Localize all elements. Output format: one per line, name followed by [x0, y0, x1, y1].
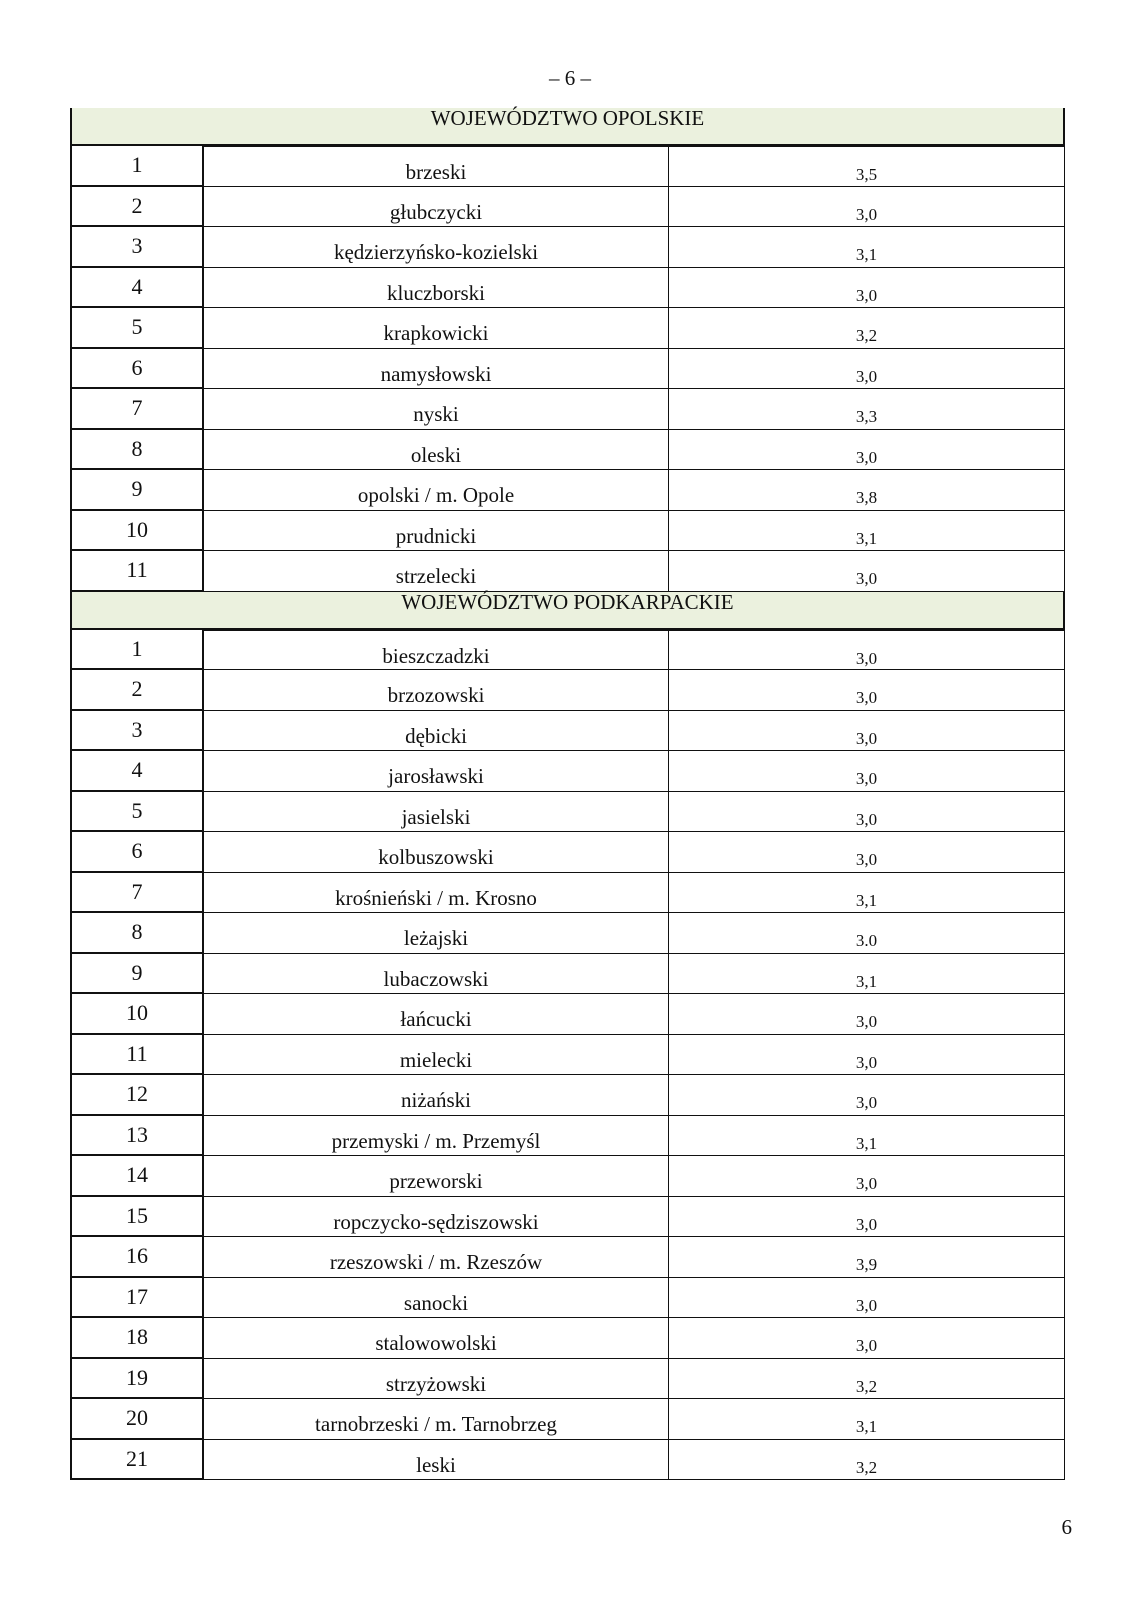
- rate-value: 3,0: [669, 1156, 1065, 1197]
- row-number: 6: [70, 832, 204, 873]
- rate-value: 3,2: [669, 308, 1065, 349]
- district-name: niżański: [204, 1075, 669, 1116]
- table-row: [70, 511, 1065, 552]
- row-number: 9: [70, 470, 204, 511]
- rate-value: 3,3: [669, 389, 1065, 430]
- row-number: 5: [70, 308, 204, 349]
- district-name: przeworski: [204, 1156, 669, 1197]
- section-header: WOJEWÓDZTWO OPOLSKIE: [70, 108, 1065, 146]
- rate-value: 3,1: [669, 511, 1065, 552]
- rate-value: 3,1: [669, 1116, 1065, 1157]
- row-number: 2: [70, 670, 204, 711]
- table-row: [70, 751, 1065, 792]
- table-row: [70, 268, 1065, 309]
- rate-value: 3,0: [669, 1278, 1065, 1319]
- row-number: 7: [70, 389, 204, 430]
- rate-value: 3,0: [669, 187, 1065, 228]
- row-number: 15: [70, 1197, 204, 1238]
- row-number: 7: [70, 873, 204, 914]
- table-row: [70, 711, 1065, 752]
- district-name: jarosławski: [204, 751, 669, 792]
- row-number: 4: [70, 751, 204, 792]
- rate-value: 3,5: [669, 146, 1065, 187]
- district-name: krośnieński / m. Krosno: [204, 873, 669, 914]
- row-number: 17: [70, 1278, 204, 1319]
- table-row: [70, 994, 1065, 1035]
- row-number: 2: [70, 187, 204, 228]
- district-name: tarnobrzeski / m. Tarnobrzeg: [204, 1399, 669, 1440]
- district-name: łańcucki: [204, 994, 669, 1035]
- rate-value: 3,0: [669, 551, 1065, 592]
- page-number: 6: [1061, 1515, 1072, 1539]
- table-row: [70, 1318, 1065, 1359]
- row-number: 1: [70, 146, 204, 187]
- table-row: [70, 470, 1065, 511]
- row-number: 5: [70, 792, 204, 833]
- row-number: 3: [70, 711, 204, 752]
- table-row: [70, 1237, 1065, 1278]
- district-name: przemyski / m. Przemyśl: [204, 1116, 669, 1157]
- rate-value: 3,8: [669, 470, 1065, 511]
- table-row: [70, 792, 1065, 833]
- table-row: [70, 308, 1065, 349]
- table-row: [70, 1075, 1065, 1116]
- district-name: sanocki: [204, 1278, 669, 1319]
- rate-value: 3,1: [669, 1399, 1065, 1440]
- district-name: mielecki: [204, 1035, 669, 1076]
- rate-value: 3,0: [669, 1318, 1065, 1359]
- table-row: [70, 551, 1065, 592]
- row-number: 11: [70, 551, 204, 592]
- table-row: [70, 187, 1065, 228]
- row-number: 18: [70, 1318, 204, 1359]
- district-name: lubaczowski: [204, 954, 669, 995]
- row-number: 21: [70, 1440, 204, 1481]
- row-number: 10: [70, 994, 204, 1035]
- rate-value: 3.0: [669, 913, 1065, 954]
- table-row: [70, 1197, 1065, 1238]
- district-name: nyski: [204, 389, 669, 430]
- rate-value: 3,0: [669, 430, 1065, 471]
- row-number: 11: [70, 1035, 204, 1076]
- district-name: brzeski: [204, 146, 669, 187]
- rate-value: 3,0: [669, 1197, 1065, 1238]
- district-name: stalowowolski: [204, 1318, 669, 1359]
- rate-value: 3,1: [669, 954, 1065, 995]
- district-name: rzeszowski / m. Rzeszów: [204, 1237, 669, 1278]
- district-name: strzyżowski: [204, 1359, 669, 1400]
- table-row: [70, 1035, 1065, 1076]
- row-number: 1: [70, 630, 204, 671]
- row-number: 10: [70, 511, 204, 552]
- rate-value: 3,0: [669, 349, 1065, 390]
- table-row: [70, 146, 1065, 187]
- table-row: [70, 954, 1065, 995]
- district-name: kędzierzyńsko-kozielski: [204, 227, 669, 268]
- rate-value: 3,0: [669, 994, 1065, 1035]
- district-name: leżajski: [204, 913, 669, 954]
- district-name: namysłowski: [204, 349, 669, 390]
- table-row: [70, 913, 1065, 954]
- table-row: [70, 227, 1065, 268]
- district-name: bieszczadzki: [204, 630, 669, 671]
- table-row: [70, 670, 1065, 711]
- district-name: oleski: [204, 430, 669, 471]
- table-row: [70, 1278, 1065, 1319]
- rate-value: 3,0: [669, 792, 1065, 833]
- district-name: jasielski: [204, 792, 669, 833]
- table-row: [70, 1156, 1065, 1197]
- row-number: 16: [70, 1237, 204, 1278]
- district-name: prudnicki: [204, 511, 669, 552]
- rate-value: 3,1: [669, 873, 1065, 914]
- table-row: [70, 832, 1065, 873]
- district-name: leski: [204, 1440, 669, 1481]
- rate-value: 3,0: [669, 1035, 1065, 1076]
- row-number: 19: [70, 1359, 204, 1400]
- district-name: głubczycki: [204, 187, 669, 228]
- row-number: 9: [70, 954, 204, 995]
- row-number: 8: [70, 430, 204, 471]
- row-number: 4: [70, 268, 204, 309]
- district-name: strzelecki: [204, 551, 669, 592]
- rate-value: 3,1: [669, 227, 1065, 268]
- rate-value: 3,0: [669, 832, 1065, 873]
- row-number: 3: [70, 227, 204, 268]
- page-header: – 6 –: [549, 66, 591, 90]
- rate-value: 3,0: [669, 630, 1065, 671]
- row-number: 13: [70, 1116, 204, 1157]
- row-number: 8: [70, 913, 204, 954]
- table-row: [70, 430, 1065, 471]
- district-name: kluczborski: [204, 268, 669, 309]
- data-table: [70, 108, 1065, 1480]
- district-name: krapkowicki: [204, 308, 669, 349]
- district-name: ropczycko-sędziszowski: [204, 1197, 669, 1238]
- table-row: [70, 630, 1065, 671]
- rate-value: 3,2: [669, 1359, 1065, 1400]
- table-row: [70, 389, 1065, 430]
- section-header: WOJEWÓDZTWO PODKARPACKIE: [70, 592, 1065, 630]
- district-name: kolbuszowski: [204, 832, 669, 873]
- district-name: dębicki: [204, 711, 669, 752]
- table-row: [70, 873, 1065, 914]
- table-row: [70, 1399, 1065, 1440]
- row-number: 12: [70, 1075, 204, 1116]
- table-row: [70, 1359, 1065, 1400]
- district-name: opolski / m. Opole: [204, 470, 669, 511]
- table-row: [70, 349, 1065, 390]
- table-row: [70, 1116, 1065, 1157]
- rate-value: 3,0: [669, 711, 1065, 752]
- district-name: brzozowski: [204, 670, 669, 711]
- row-number: 14: [70, 1156, 204, 1197]
- row-number: 20: [70, 1399, 204, 1440]
- row-number: 6: [70, 349, 204, 390]
- table-row: [70, 1440, 1065, 1481]
- rate-value: 3,0: [669, 1075, 1065, 1116]
- rate-value: 3,2: [669, 1440, 1065, 1481]
- rate-value: 3,9: [669, 1237, 1065, 1278]
- rate-value: 3,0: [669, 268, 1065, 309]
- rate-value: 3,0: [669, 670, 1065, 711]
- rate-value: 3,0: [669, 751, 1065, 792]
